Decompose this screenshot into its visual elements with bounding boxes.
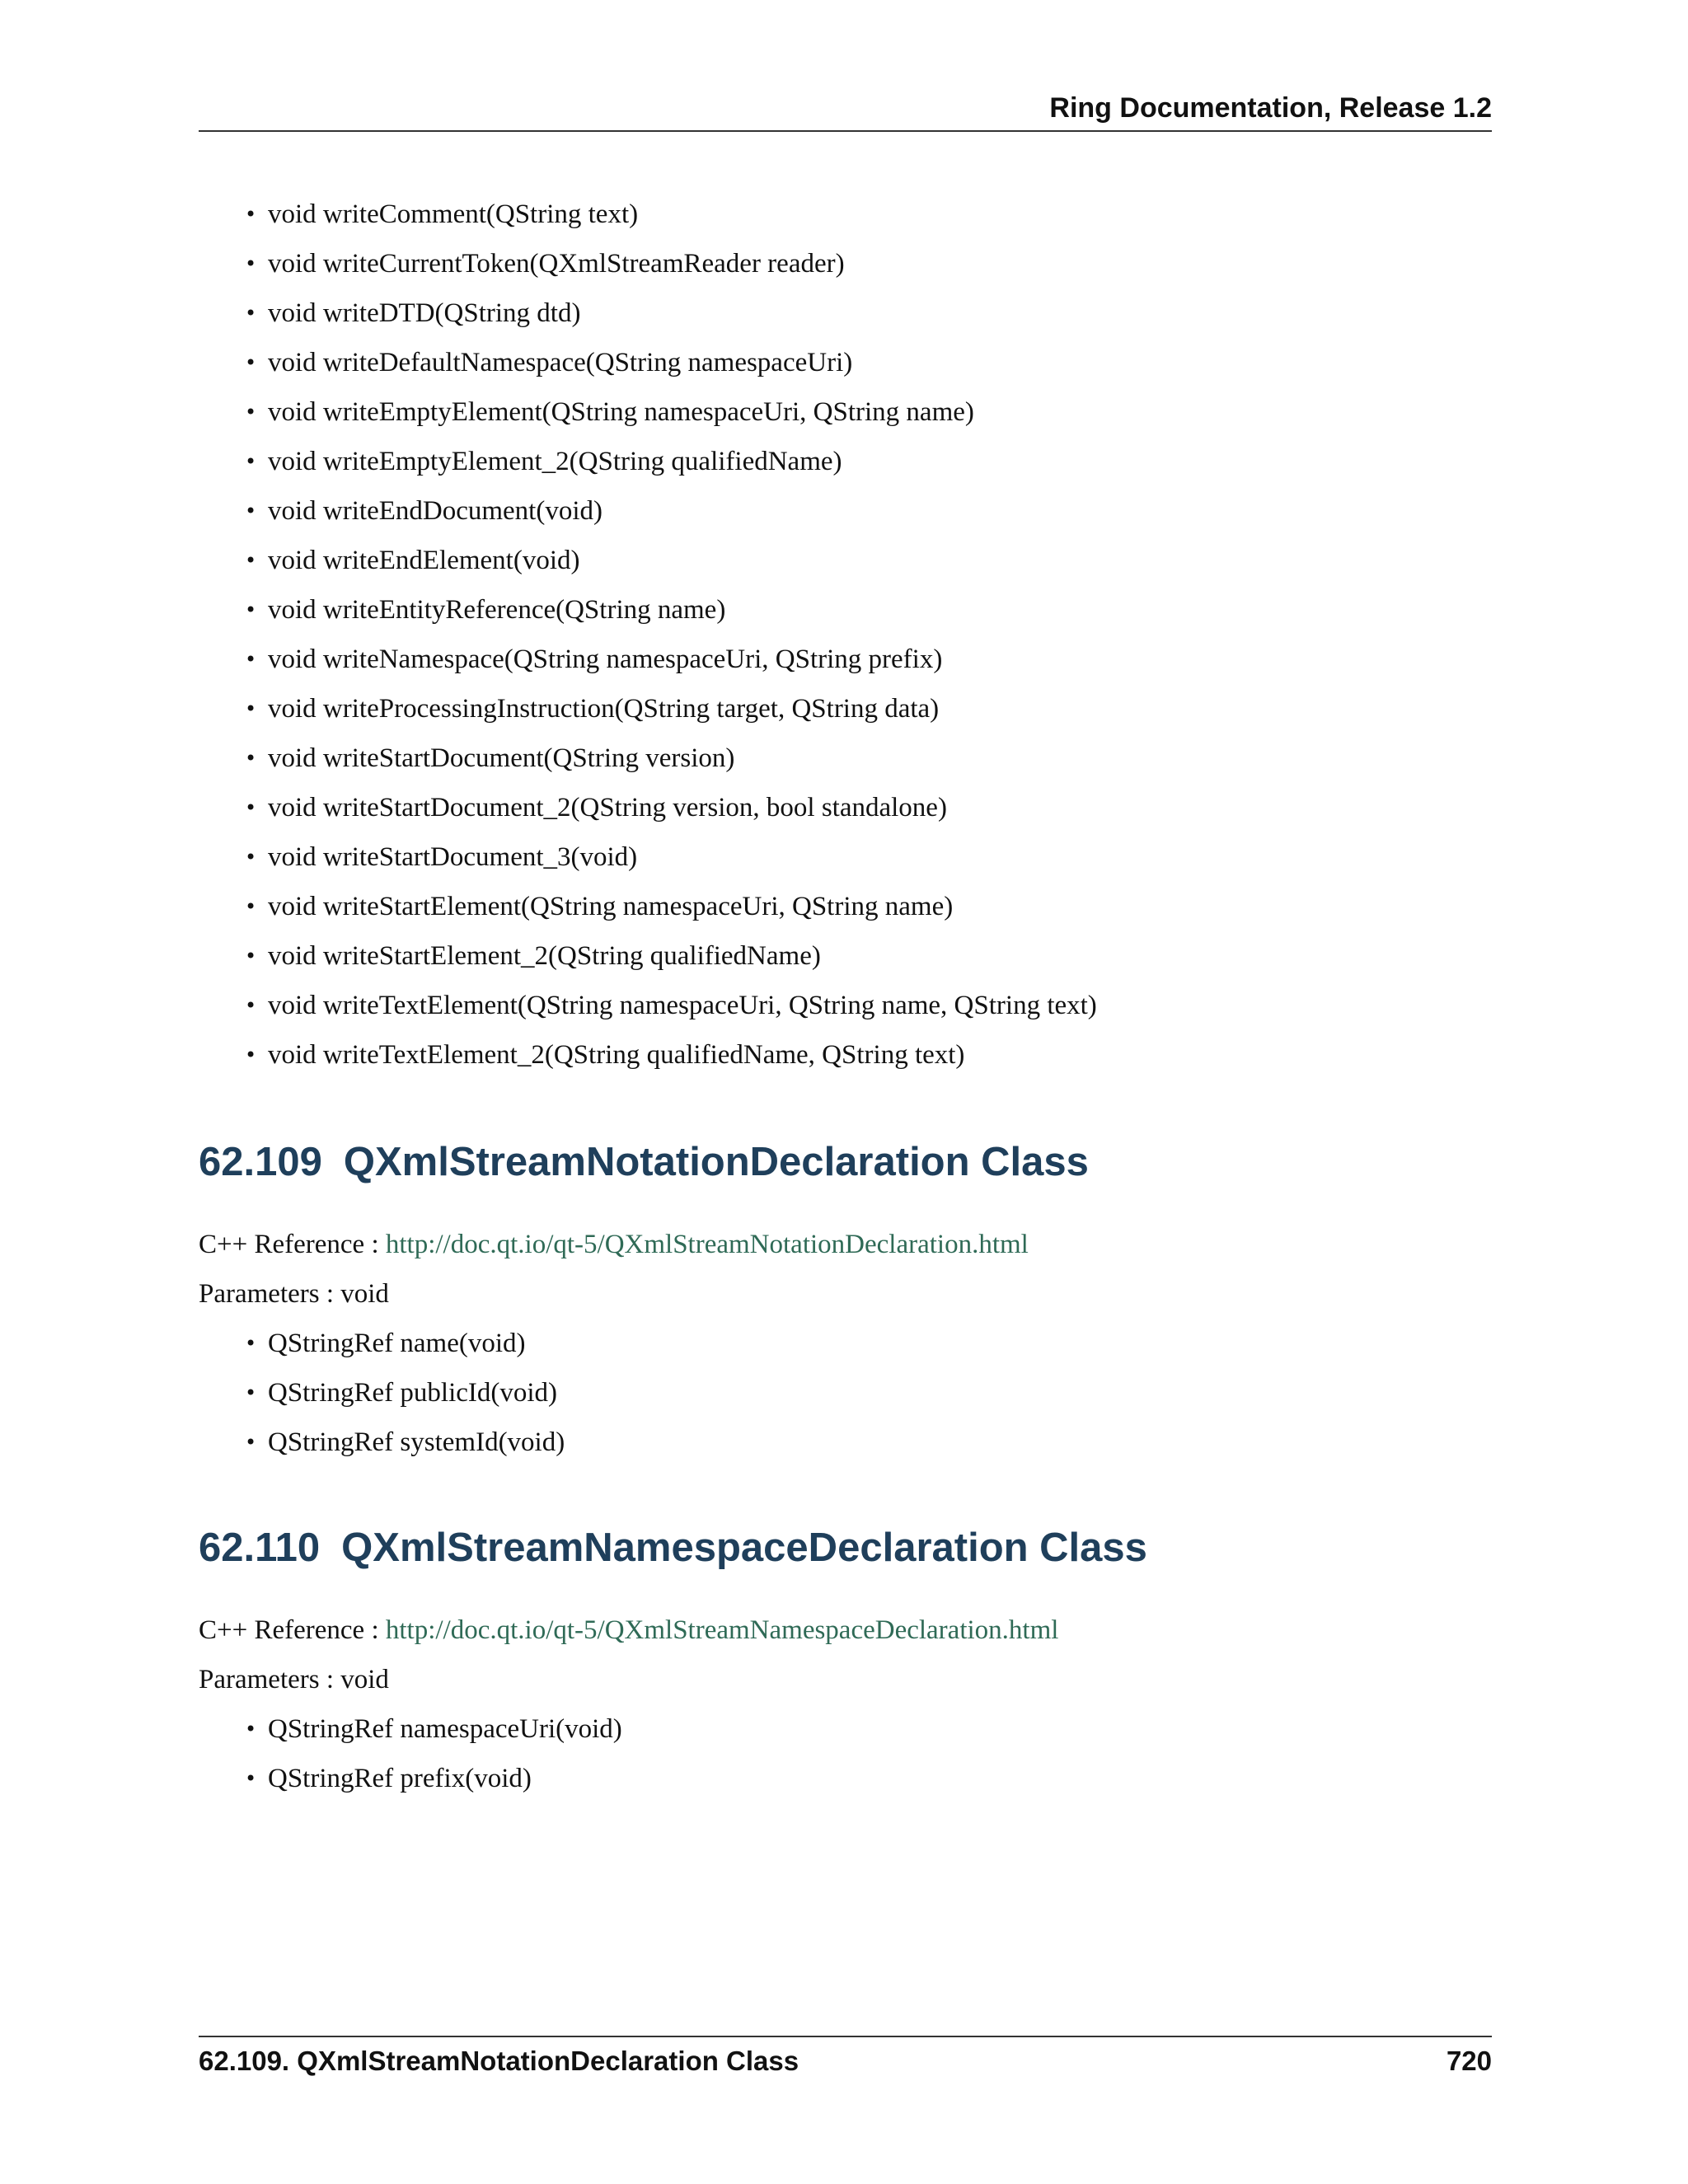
- footer-section-title: 62.109. QXmlStreamNotationDeclaration Class: [199, 2046, 799, 2076]
- cpp-reference: [199, 1605, 1058, 1655]
- list-item: • QStringRef prefix(void): [245, 1754, 622, 1803]
- bullet-icon: •: [245, 351, 257, 374]
- list-item: • QStringRef name(void): [245, 1319, 565, 1368]
- reference-link[interactable]: http://doc.qt.io/qt-5/QXmlStreamNamespaceDeclaration.html: [385, 1615, 1059, 1645]
- bullet-icon: •: [245, 1431, 257, 1454]
- method-list: [245, 1319, 565, 1467]
- bullet-icon: •: [245, 846, 257, 869]
- list-item: • void writeStartDocument_3(void): [245, 832, 1097, 882]
- list-item: • void writeEmptyElement_2(QString qualifiedName): [245, 437, 1097, 486]
- bullet-icon: •: [245, 302, 257, 325]
- parameters-line: Parameters : void: [199, 1665, 389, 1694]
- writer-method-list: [245, 190, 1097, 1080]
- section-title: QXmlStreamNamespaceDeclaration Class: [341, 1526, 1147, 1570]
- list-item: • void writeTextElement_2(QString qualifiedName, QString text): [245, 1030, 1097, 1080]
- list-item: • QStringRef systemId(void): [245, 1418, 565, 1467]
- list-item: • void writeStartElement(QString namespaceUri, QString name): [245, 882, 1097, 931]
- list-item: • void writeStartDocument_2(QString version, bool standalone): [245, 783, 1097, 832]
- bullet-icon: •: [245, 796, 257, 819]
- section-number: 62.110: [199, 1526, 321, 1570]
- bullet-icon: •: [245, 1381, 257, 1404]
- list-item: • QStringRef publicId(void): [245, 1368, 565, 1418]
- bullet-icon: •: [245, 1043, 257, 1066]
- list-item: • void writeTextElement(QString namespaceUri, QString name, QString text): [245, 981, 1097, 1030]
- reference-label: C++ Reference :: [199, 1230, 386, 1259]
- bullet-icon: •: [245, 252, 257, 275]
- list-item: • void writeEndDocument(void): [245, 486, 1097, 536]
- list-item: • void writeCurrentToken(QXmlStreamReader reader): [245, 239, 1097, 288]
- bullet-icon: •: [245, 598, 257, 621]
- document-title: Ring Documentation, Release 1.2: [1049, 92, 1492, 124]
- list-item: • void writeProcessingInstruction(QString target, QString data): [245, 684, 1097, 733]
- section-heading: [199, 1137, 1089, 1187]
- parameters-line: Parameters : void: [199, 1279, 389, 1309]
- reference-label: C++ Reference :: [199, 1615, 386, 1645]
- bullet-icon: •: [245, 1332, 257, 1355]
- bullet-icon: •: [245, 549, 257, 572]
- bullet-icon: •: [245, 499, 257, 523]
- bullet-icon: •: [245, 648, 257, 671]
- page-footer: [199, 2036, 1492, 2087]
- bullet-icon: •: [245, 203, 257, 226]
- reference-link[interactable]: http://doc.qt.io/qt-5/QXmlStreamNotationDeclaration.html: [385, 1230, 1029, 1259]
- bullet-icon: •: [245, 450, 257, 473]
- method-list: [245, 1704, 622, 1803]
- section-number: 62.109: [199, 1140, 322, 1184]
- list-item: • void writeEmptyElement(QString namespaceUri, QString name): [245, 387, 1097, 437]
- list-item: • void writeDefaultNamespace(QString namespaceUri): [245, 338, 1097, 387]
- bullet-icon: •: [245, 1718, 257, 1741]
- list-item: • void writeStartElement_2(QString qualifiedName): [245, 931, 1097, 981]
- list-item: • QStringRef namespaceUri(void): [245, 1704, 622, 1754]
- list-item: • void writeComment(QString text): [245, 190, 1097, 239]
- bullet-icon: •: [245, 401, 257, 424]
- bullet-icon: •: [245, 1767, 257, 1790]
- section-heading: [199, 1523, 1147, 1572]
- list-item: • void writeDTD(QString dtd): [245, 288, 1097, 338]
- page-header: [199, 92, 1492, 132]
- bullet-icon: •: [245, 895, 257, 918]
- page-number: 720: [1446, 2046, 1492, 2076]
- list-item: • void writeEntityReference(QString name): [245, 585, 1097, 635]
- list-item: • void writeStartDocument(QString version): [245, 733, 1097, 783]
- list-item: • void writeNamespace(QString namespaceUri, QString prefix): [245, 635, 1097, 684]
- list-item: • void writeEndElement(void): [245, 536, 1097, 585]
- cpp-reference: [199, 1220, 1029, 1269]
- bullet-icon: •: [245, 944, 257, 968]
- bullet-icon: •: [245, 697, 257, 720]
- section-title: QXmlStreamNotationDeclaration Class: [343, 1140, 1089, 1184]
- bullet-icon: •: [245, 747, 257, 770]
- bullet-icon: •: [245, 994, 257, 1017]
